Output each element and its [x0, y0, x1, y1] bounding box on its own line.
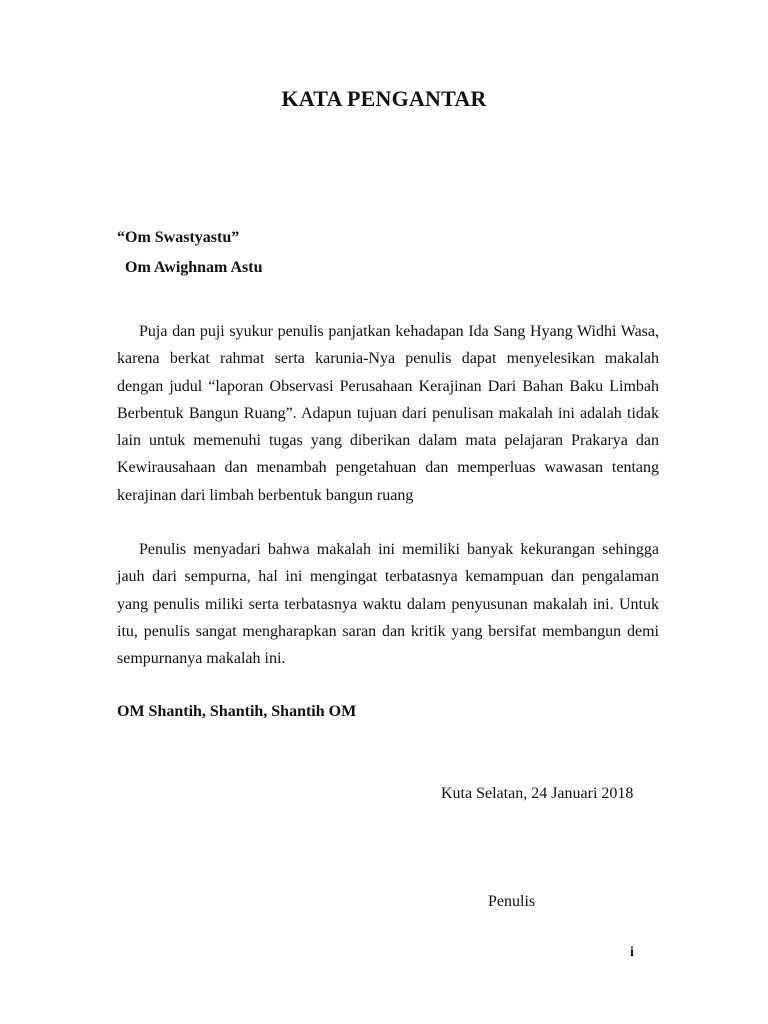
- body-paragraph-2: Penulis menyadari bahwa makalah ini memiliki banyak kekurangan sehingga jauh dari sempurna, hal ini mengingat terbatasnya kemampuan dan pengalaman yang penulis miliki serta terbatasnya waktu dalam penyusunan makalah ini. Untuk itu, penulis sangat mengharapkan saran dan kritik yang bersifat membangun demi sempurnanya makalah ini.: [117, 541, 659, 668]
- page-number: i: [630, 945, 634, 960]
- signer-name: Penulis: [488, 893, 536, 910]
- page-title: KATA PENGANTAR: [281, 86, 487, 111]
- place-date: Kuta Selatan, 24 Januari 2018: [441, 785, 634, 802]
- body-paragraph-1: Puja dan puji syukur penulis panjatkan kehadapan Ida Sang Hyang Widhi Wasa, karena berkat rahmat serta karunia-Nya penulis dapat menyelesikan makalah dengan judul “laporan Observasi Perusahaan Kerajinan Dari Bahan Baku Limbah Berbentuk Bangun Ruang”. Adapun tujuan dari penulisan makalah ini adalah tidak lain untuk memenuhi tugas yang diberikan dalam mata pelajaran Prakarya dan Kewirausahaan dan menambah pengetahuan dan memperluas wawasan tentang kerajinan dari limbah berbentuk bangun ruang: [117, 323, 659, 504]
- closing-salutation: OM Shantih, Shantih, Shantih OM: [117, 703, 357, 720]
- greeting-line-1: “Om Swastyastu”: [117, 229, 240, 246]
- greeting-line-2: Om Awighnam Astu: [125, 259, 263, 276]
